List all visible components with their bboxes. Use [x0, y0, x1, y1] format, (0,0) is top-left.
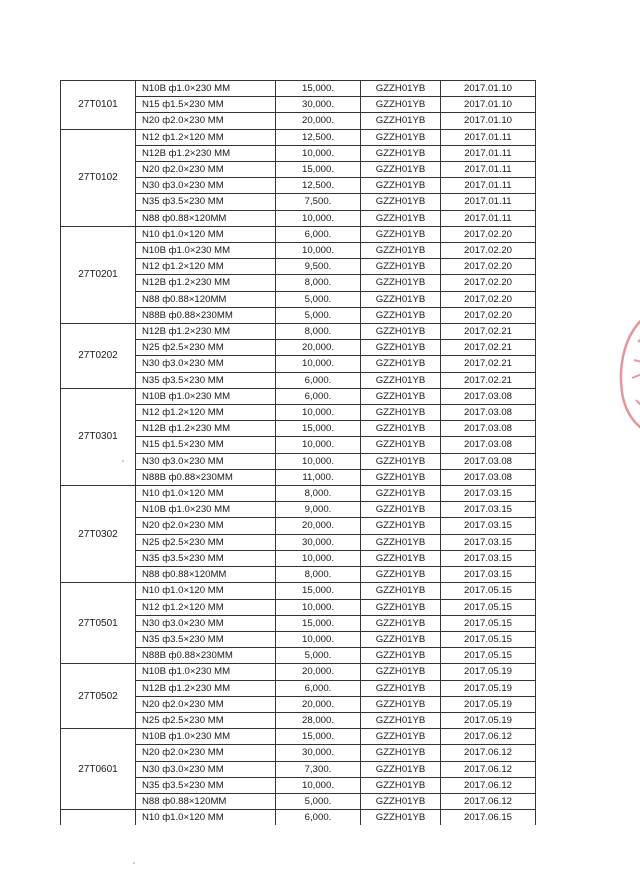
spec-cell: N10B ф1.0×230 MM [136, 502, 276, 518]
quantity-cell: 10,000. [276, 453, 361, 469]
spec-cell: N30 ф3.0×230 MM [136, 453, 276, 469]
date-cell: 2017.01.10 [441, 113, 536, 129]
code-cell: GZZH01YB [361, 405, 441, 421]
spec-cell: N30 ф3.0×230 MM [136, 178, 276, 194]
date-cell: 2017.06.12 [441, 745, 536, 761]
spec-cell: N88B ф0.88×230MM [136, 648, 276, 664]
spec-cell: N10B ф1.0×230 MM [136, 388, 276, 404]
quantity-cell: 7,500. [276, 194, 361, 210]
spec-cell: N25 ф2.5×230 MM [136, 534, 276, 550]
date-cell: 2017.03.08 [441, 388, 536, 404]
spec-cell: N25 ф2.5×230 MM [136, 712, 276, 728]
date-cell: 2017.06.15 [441, 810, 536, 826]
code-cell: GZZH01YB [361, 275, 441, 291]
quantity-cell: 8,000. [276, 486, 361, 502]
date-cell: 2017.05.15 [441, 631, 536, 647]
date-cell: 2017.01.11 [441, 178, 536, 194]
spec-cell: N10 ф1.0×120 MM [136, 810, 276, 826]
code-cell: GZZH01YB [361, 745, 441, 761]
date-cell: 2017.06.12 [441, 761, 536, 777]
quantity-cell: 8,000. [276, 275, 361, 291]
code-cell: GZZH01YB [361, 664, 441, 680]
date-cell: 2017.05.15 [441, 648, 536, 664]
date-cell: 2017.02.21 [441, 340, 536, 356]
date-cell: 2017.03.15 [441, 486, 536, 502]
batch-number-cell: 27T0201 [61, 226, 136, 323]
quantity-cell: 9,000. [276, 502, 361, 518]
date-cell: 2017.05.19 [441, 664, 536, 680]
code-cell: GZZH01YB [361, 97, 441, 113]
batch-number-cell: 27T0301 [61, 388, 136, 485]
red-seal-stamp [612, 312, 640, 432]
date-cell: 2017.02.20 [441, 291, 536, 307]
code-cell: GZZH01YB [361, 226, 441, 242]
spec-cell: N15 ф1.5×230 MM [136, 97, 276, 113]
code-cell: GZZH01YB [361, 437, 441, 453]
code-cell: GZZH01YB [361, 810, 441, 826]
quantity-cell: 10,000. [276, 356, 361, 372]
quantity-cell: 15,000. [276, 81, 361, 97]
spec-cell: N20 ф2.0×230 MM [136, 113, 276, 129]
spec-cell: N10B ф1.0×230 MM [136, 729, 276, 745]
spec-cell: N30 ф3.0×230 MM [136, 761, 276, 777]
code-cell: GZZH01YB [361, 583, 441, 599]
batch-number-cell: 27T0202 [61, 324, 136, 389]
code-cell: GZZH01YB [361, 81, 441, 97]
table-row [61, 810, 536, 826]
spec-cell: N35 ф3.5×230 MM [136, 194, 276, 210]
date-cell: 2017.03.15 [441, 567, 536, 583]
quantity-cell: 20,000. [276, 518, 361, 534]
date-cell: 2017.03.08 [441, 421, 536, 437]
code-cell: GZZH01YB [361, 372, 441, 388]
quantity-cell: 12,500. [276, 129, 361, 145]
spec-cell: N12 ф1.2×120 MM [136, 405, 276, 421]
spec-cell: N12B ф1.2×230 MM [136, 275, 276, 291]
table-row [61, 129, 536, 145]
date-cell: 2017.05.15 [441, 615, 536, 631]
date-cell: 2017.01.11 [441, 162, 536, 178]
date-cell: 2017.06.12 [441, 793, 536, 809]
date-cell: 2017.02.21 [441, 324, 536, 340]
code-cell: GZZH01YB [361, 680, 441, 696]
date-cell: 2017.03.08 [441, 469, 536, 485]
date-cell: 2017.02.20 [441, 259, 536, 275]
quantity-cell: 20,000. [276, 340, 361, 356]
spec-cell: N20 ф2.0×230 MM [136, 745, 276, 761]
spec-cell: N88B ф0.88×230MM [136, 469, 276, 485]
quantity-cell: 8,000. [276, 567, 361, 583]
spec-cell: N12B ф1.2×230 MM [136, 680, 276, 696]
code-cell: GZZH01YB [361, 356, 441, 372]
spec-cell: N35 ф3.5×230 MM [136, 777, 276, 793]
quantity-cell: 15,000. [276, 615, 361, 631]
date-cell: 2017.03.08 [441, 405, 536, 421]
code-cell: GZZH01YB [361, 712, 441, 728]
quantity-cell: 15,000. [276, 162, 361, 178]
quantity-cell: 6,000. [276, 680, 361, 696]
date-cell: 2017.03.15 [441, 550, 536, 566]
code-cell: GZZH01YB [361, 162, 441, 178]
code-cell: GZZH01YB [361, 259, 441, 275]
table-row [61, 324, 536, 340]
code-cell: GZZH01YB [361, 469, 441, 485]
batch-number-cell: 27T0501 [61, 583, 136, 664]
code-cell: GZZH01YB [361, 599, 441, 615]
code-cell: GZZH01YB [361, 307, 441, 323]
date-cell: 2017.01.10 [441, 97, 536, 113]
code-cell: GZZH01YB [361, 793, 441, 809]
code-cell: GZZH01YB [361, 210, 441, 226]
quantity-cell: 5,000. [276, 648, 361, 664]
date-cell: 2017.02.21 [441, 356, 536, 372]
code-cell: GZZH01YB [361, 729, 441, 745]
date-cell: 2017.02.20 [441, 275, 536, 291]
spec-cell: N10B ф1.0×230 MM [136, 243, 276, 259]
date-cell: 2017.06.12 [441, 777, 536, 793]
code-cell: GZZH01YB [361, 388, 441, 404]
quantity-cell: 12,500. [276, 178, 361, 194]
quantity-cell: 20,000. [276, 696, 361, 712]
spec-cell: N10B ф1.0×230 MM [136, 664, 276, 680]
date-cell: 2017.05.19 [441, 712, 536, 728]
spec-cell: N10 ф1.0×120 MM [136, 486, 276, 502]
quantity-cell: 30,000. [276, 97, 361, 113]
table-row [61, 664, 536, 680]
date-cell: 2017.02.20 [441, 226, 536, 242]
spec-cell: N12B ф1.2×230 MM [136, 145, 276, 161]
spec-cell: N35 ф3.5×230 MM [136, 631, 276, 647]
code-cell: GZZH01YB [361, 761, 441, 777]
code-cell: GZZH01YB [361, 421, 441, 437]
batch-number-cell: 27T0101 [61, 81, 136, 130]
quantity-cell: 9,500. [276, 259, 361, 275]
table-row [61, 486, 536, 502]
quantity-cell: 10,000. [276, 405, 361, 421]
quantity-cell: 10,000. [276, 550, 361, 566]
quantity-cell: 7,300. [276, 761, 361, 777]
quantity-cell: 10,000. [276, 145, 361, 161]
spec-cell: N12 ф1.2×120 MM [136, 259, 276, 275]
date-cell: 2017.06.12 [441, 729, 536, 745]
quantity-cell: 15,000. [276, 729, 361, 745]
code-cell: GZZH01YB [361, 453, 441, 469]
batch-number-cell: 27T0302 [61, 486, 136, 583]
spec-cell: N30 ф3.0×230 MM [136, 356, 276, 372]
code-cell: GZZH01YB [361, 324, 441, 340]
date-cell: 2017.02.21 [441, 372, 536, 388]
code-cell: GZZH01YB [361, 777, 441, 793]
date-cell: 2017.03.08 [441, 437, 536, 453]
spec-cell: N88B ф0.88×230MM [136, 307, 276, 323]
table-row [61, 729, 536, 745]
date-cell: 2017.01.11 [441, 194, 536, 210]
quantity-cell: 11,000. [276, 469, 361, 485]
code-cell: GZZH01YB [361, 567, 441, 583]
spec-cell: N88 ф0.88×120MM [136, 210, 276, 226]
spec-cell: N25 ф2.5×230 MM [136, 340, 276, 356]
date-cell: 2017.05.19 [441, 680, 536, 696]
quantity-cell: 8,000. [276, 324, 361, 340]
quantity-cell: 20,000. [276, 664, 361, 680]
quantity-cell: 30,000. [276, 745, 361, 761]
code-cell: GZZH01YB [361, 518, 441, 534]
date-cell: 2017.03.15 [441, 502, 536, 518]
quantity-cell: 10,000. [276, 599, 361, 615]
code-cell: GZZH01YB [361, 550, 441, 566]
scan-speck [133, 862, 135, 864]
quantity-cell: 28,000. [276, 712, 361, 728]
batch-number-cell: 27T0502 [61, 664, 136, 729]
batch-number-cell [61, 810, 136, 826]
code-cell: GZZH01YB [361, 145, 441, 161]
quantity-cell: 10,000. [276, 631, 361, 647]
table-row [61, 81, 536, 97]
spec-cell: N88 ф0.88×120MM [136, 567, 276, 583]
spec-cell: N20 ф2.0×230 MM [136, 696, 276, 712]
spec-cell: N10 ф1.0×120 MM [136, 226, 276, 242]
code-cell: GZZH01YB [361, 534, 441, 550]
spec-cell: N20 ф2.0×230 MM [136, 162, 276, 178]
date-cell: 2017.03.08 [441, 453, 536, 469]
spec-cell: N30 ф3.0×230 MM [136, 615, 276, 631]
shipment-table [60, 80, 536, 825]
quantity-cell: 10,000. [276, 243, 361, 259]
spec-cell: N12 ф1.2×120 MM [136, 129, 276, 145]
quantity-cell: 6,000. [276, 388, 361, 404]
quantity-cell: 20,000. [276, 113, 361, 129]
date-cell: 2017.01.11 [441, 129, 536, 145]
table-row [61, 583, 536, 599]
scan-speck [122, 460, 124, 462]
code-cell: GZZH01YB [361, 194, 441, 210]
date-cell: 2017.02.20 [441, 243, 536, 259]
quantity-cell: 10,000. [276, 210, 361, 226]
quantity-cell: 30,000. [276, 534, 361, 550]
date-cell: 2017.03.15 [441, 518, 536, 534]
code-cell: GZZH01YB [361, 243, 441, 259]
spec-cell: N10 ф1.0×120 MM [136, 583, 276, 599]
date-cell: 2017.01.11 [441, 145, 536, 161]
table-row [61, 226, 536, 242]
date-cell: 2017.01.11 [441, 210, 536, 226]
spec-cell: N10B ф1.0×230 MM [136, 81, 276, 97]
code-cell: GZZH01YB [361, 291, 441, 307]
spec-cell: N88 ф0.88×120MM [136, 291, 276, 307]
code-cell: GZZH01YB [361, 631, 441, 647]
spec-cell: N12 ф1.2×120 MM [136, 599, 276, 615]
quantity-cell: 6,000. [276, 810, 361, 826]
spec-cell: N88 ф0.88×120MM [136, 793, 276, 809]
date-cell: 2017.02.20 [441, 307, 536, 323]
date-cell: 2017.03.15 [441, 534, 536, 550]
date-cell: 2017.05.15 [441, 599, 536, 615]
code-cell: GZZH01YB [361, 502, 441, 518]
code-cell: GZZH01YB [361, 648, 441, 664]
spec-cell: N15 ф1.5×230 MM [136, 437, 276, 453]
code-cell: GZZH01YB [361, 696, 441, 712]
code-cell: GZZH01YB [361, 486, 441, 502]
spec-cell: N12B ф1.2×230 MM [136, 324, 276, 340]
code-cell: GZZH01YB [361, 113, 441, 129]
code-cell: GZZH01YB [361, 178, 441, 194]
date-cell: 2017.05.15 [441, 583, 536, 599]
code-cell: GZZH01YB [361, 340, 441, 356]
spec-cell: N35 ф3.5×230 MM [136, 550, 276, 566]
table-row [61, 388, 536, 404]
date-cell: 2017.01.10 [441, 81, 536, 97]
spec-cell: N20 ф2.0×230 MM [136, 518, 276, 534]
quantity-cell: 10,000. [276, 777, 361, 793]
quantity-cell: 15,000. [276, 421, 361, 437]
batch-number-cell: 27T0601 [61, 729, 136, 810]
code-cell: GZZH01YB [361, 129, 441, 145]
quantity-cell: 6,000. [276, 226, 361, 242]
shipment-record-sheet [60, 80, 535, 825]
quantity-cell: 15,000. [276, 583, 361, 599]
batch-number-cell: 27T0102 [61, 129, 136, 226]
quantity-cell: 5,000. [276, 291, 361, 307]
table-body [61, 81, 536, 826]
spec-cell: N12B ф1.2×230 MM [136, 421, 276, 437]
quantity-cell: 10,000. [276, 437, 361, 453]
quantity-cell: 6,000. [276, 372, 361, 388]
spec-cell: N35 ф3.5×230 MM [136, 372, 276, 388]
date-cell: 2017.05.19 [441, 696, 536, 712]
quantity-cell: 5,000. [276, 307, 361, 323]
code-cell: GZZH01YB [361, 615, 441, 631]
quantity-cell: 5,000. [276, 793, 361, 809]
